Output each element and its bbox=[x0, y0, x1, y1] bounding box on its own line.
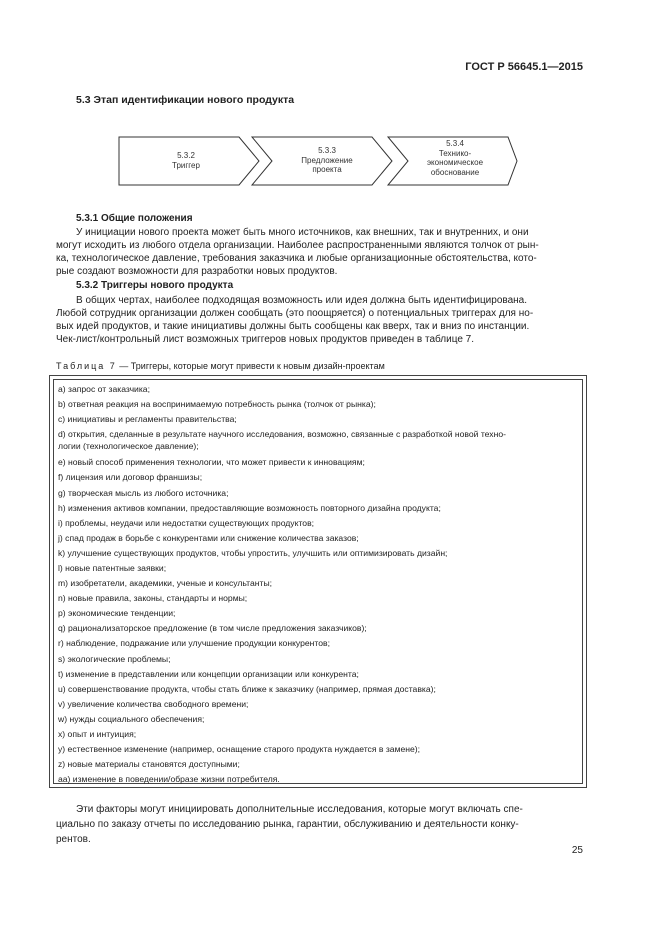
flow-step-3-label: 5.3.4 Технико- экономическое обоснование bbox=[426, 139, 484, 177]
table-row: логии (технологическое давление); bbox=[58, 441, 199, 451]
table-row: i) проблемы, неудачи или недостатки существующих продуктов; bbox=[58, 518, 315, 528]
table-row: g) творческая мысль из любого источника; bbox=[58, 488, 229, 498]
table-row: p) экономические тенденции; bbox=[58, 608, 176, 618]
section-heading: 5.3 Этап идентификации нового продукта bbox=[76, 94, 295, 106]
table-row: h) изменения активов компании, предоставляющие возможность повторного дизайна продукта; bbox=[58, 503, 441, 513]
trigger-table bbox=[49, 375, 587, 788]
table-row: b) ответная реакция на воспринимаемую потребность рынка (толчок от рынка); bbox=[58, 399, 376, 409]
table-row: x) опыт и интуиция; bbox=[58, 729, 137, 739]
table-caption bbox=[56, 361, 385, 371]
table-row: m) изобретатели, академики, ученые и консультанты; bbox=[58, 578, 273, 588]
general-provisions-heading: 5.3.1 Общие положения bbox=[76, 213, 193, 224]
closing-paragraph: Эти факторы могут инициировать дополнительные исследования, которые могут включать спе- циально по заказу отчеты по исследованию рынка, гарантии, обслуживанию и деятельности конку- рентов. bbox=[56, 804, 523, 845]
table-caption-label: Таблица 7 bbox=[56, 361, 117, 371]
table-row: k) улучшение существующих продуктов, чтобы упростить, улучшить или оптимизировать дизайн; bbox=[58, 548, 448, 558]
table-row: z) новые материалы становятся доступными; bbox=[58, 759, 240, 769]
table-row: c) инициативы и регламенты правительства; bbox=[58, 414, 237, 424]
general-provisions-text: У инициации нового проекта может быть много источников, как внешних, так и внутренних, и они могут исходить из любого отдела организации. Наиболее распространенными являются толчок от рын- ка, технологическое давление, требования заказчика и любые организационные обстоятельства, кото- рые создают возможности для разработки новых продуктов. bbox=[56, 227, 539, 277]
table-row: t) изменение в представлении или концепции организации или конкурента; bbox=[58, 669, 359, 679]
trigger-table-inner bbox=[53, 379, 583, 784]
table-row: n) новые правила, законы, стандарты и нормы; bbox=[58, 593, 248, 603]
table-row: w) нужды социального обеспечения; bbox=[58, 714, 205, 724]
table-row: v) увеличение количества свободного времени; bbox=[58, 699, 249, 709]
table-row: r) наблюдение, подражание или улучшение продукции конкурентов; bbox=[58, 638, 331, 648]
triggers-text: В общих чертах, наиболее подходящая возможность или идея должна быть идентифицирована. Любой сотрудник организации должен сообщать (это поощряется) о потенциальных триггерах для но- вых идей продуктов, и такие инициативы должны быть сообщены как вверх, так и вниз по инстанции. Чек-лист/контрольный лист возможных триггеров новых продуктов приведен в таблице 7. bbox=[56, 295, 534, 345]
table-row: a) запрос от заказчика; bbox=[58, 384, 150, 394]
table-row: l) новые патентные заявки; bbox=[58, 563, 167, 573]
table-row: e) новый способ применения технологии, что может привести к инновациям; bbox=[58, 457, 365, 467]
table-row: d) открытия, сделанные в результате научного исследования, возможно, связанные с разработкой новой техно- bbox=[58, 429, 506, 439]
table-row: y) естественное изменение (например, оснащение старого продукта нуждается в замене); bbox=[58, 744, 421, 754]
table-row: q) рационализаторское предложение (в том числе предложения заказчиков); bbox=[58, 623, 367, 633]
table-caption-text: — Триггеры, которые могут привести к новым дизайн-проектам bbox=[116, 361, 385, 371]
table-row: s) экологические проблемы; bbox=[58, 654, 171, 664]
triggers-heading: 5.3.2 Триггеры нового продукта bbox=[76, 280, 234, 291]
process-flow-diagram bbox=[118, 136, 518, 186]
table-row: f) лицензия или договор франшизы; bbox=[58, 472, 203, 482]
standard-code: ГОСТ Р 56645.1—2015 bbox=[465, 61, 583, 73]
table-row: u) совершенствование продукта, чтобы стать ближе к заказчику (например, прямая доставка); bbox=[58, 684, 436, 694]
table-row: j) спад продаж в борьбе с конкурентами или снижение количества заказов; bbox=[58, 533, 359, 543]
page-number: 25 bbox=[571, 845, 583, 856]
table-row: aa) изменение в поведении/образе жизни потребителя. bbox=[58, 774, 280, 784]
flow-step-1-label: 5.3.2 Триггер bbox=[172, 151, 200, 170]
flow-step-2-label: 5.3.3 Предложение проекта bbox=[301, 146, 353, 174]
